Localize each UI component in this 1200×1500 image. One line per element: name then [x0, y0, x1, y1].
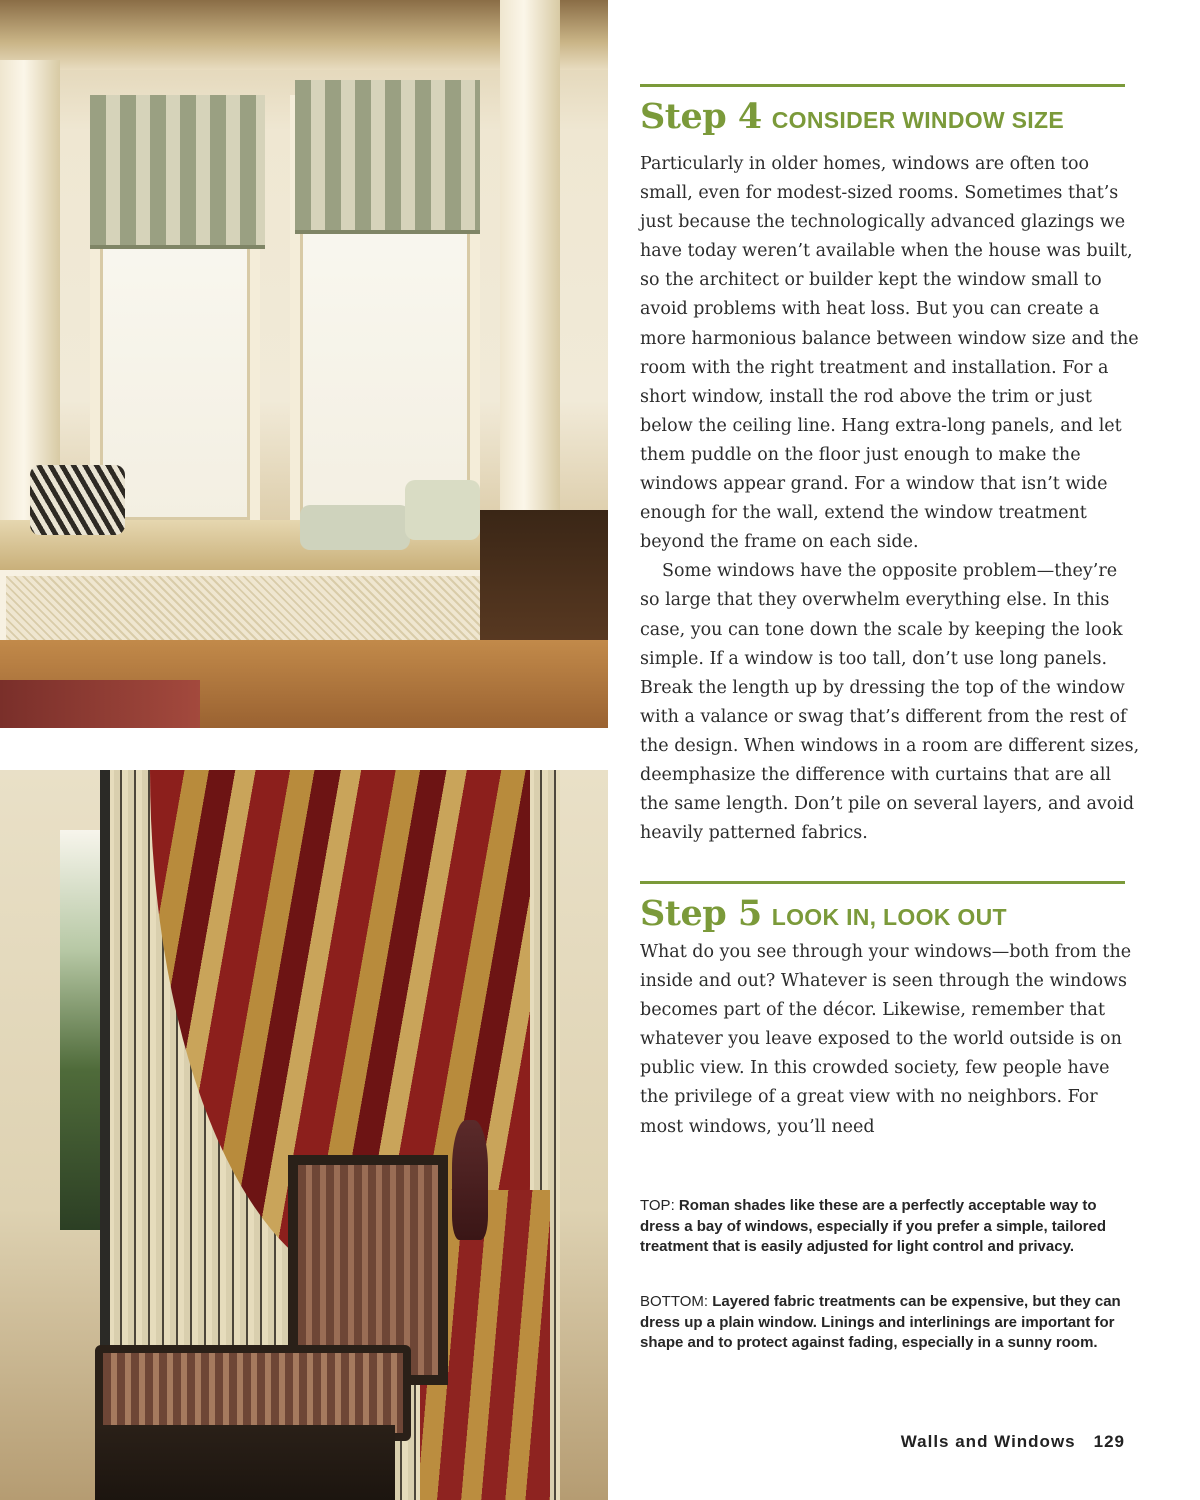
step4-number: Step 4 — [640, 96, 762, 137]
step4-rule — [640, 84, 1125, 87]
step4-body — [640, 150, 1140, 848]
photo-pillow-green — [405, 480, 480, 540]
step5-heading — [640, 893, 1007, 934]
photo-bay-window-roman-shades — [0, 0, 608, 728]
caption-top-label: TOP: — [640, 1197, 675, 1214]
photo-rug — [0, 680, 200, 728]
step5-title: LOOK IN, LOOK OUT — [771, 904, 1007, 930]
page-footer — [901, 1432, 1125, 1452]
caption-bottom-text: Layered fabric treatments can be expensive, but they can dress up a plain window. Linings and interlinings are important for shape and to protect against fading, especially in a sunny room. — [640, 1293, 1121, 1351]
step4-paragraph-2: Some windows have the opposite problem—they’re so large that they overwhelm everything else. In this case, you can tone down the scale by keeping the look simple. If a window is too tall, don’t use long panels. Break the length up by dressing the top of the window with a valance or swag that’s different from the rest of the design. When windows in a room are different sizes, deemphasize the difference with curtains that are all the same length. Don’t pile on several layers, and avoid heavily patterned fabrics. — [640, 561, 1140, 844]
caption-top — [640, 1196, 1125, 1258]
step4-heading — [640, 96, 1064, 137]
photo-tassel-tieback — [452, 1120, 488, 1240]
step4-title: CONSIDER WINDOW SIZE — [771, 107, 1064, 133]
page-number: 129 — [1093, 1432, 1125, 1451]
photo-pillow-bolster — [300, 505, 410, 550]
caption-bottom-label: BOTTOM: — [640, 1293, 709, 1310]
step5-rule — [640, 881, 1125, 884]
step5-number: Step 5 — [640, 893, 762, 934]
step5-body — [640, 938, 1140, 1142]
photo-roman-shade-right — [295, 80, 480, 234]
caption-bottom — [640, 1292, 1125, 1354]
photo-pillow-zebra — [30, 465, 125, 535]
photo-side-table — [480, 510, 608, 650]
photo-roman-shade-left — [90, 95, 265, 249]
photo-side-window — [60, 830, 104, 1230]
step4-paragraph-1: Particularly in older homes, windows are often too small, even for modest-sized rooms. Sometimes that’s just because the technologically advanced glazings we have today weren’t available when the house was built, so the architect or builder kept the window small to avoid problems with heat loss. But you can create a more harmonious balance between window size and the room with the right treatment and installation. For a short window, install the rod above the trim or just below the ceiling line. Hang extra-long panels, and let them puddle on the floor just enough to make the windows appear grand. For a window that isn’t wide enough for the wall, extend the window treatment beyond the frame on each side. — [640, 154, 1139, 553]
footer-section-title: Walls and Windows — [900, 1432, 1076, 1451]
caption-top-text: Roman shades like these are a perfectly acceptable way to dress a bay of windows, especially if you prefer a simple, tailored treatment that is easily adjusted for light control and privacy. — [640, 1197, 1106, 1255]
step5-paragraph-1: What do you see through your windows—both from the inside and out? Whatever is seen through the windows becomes part of the décor. Likewise, remember that whatever you leave exposed to the world outside is on public view. In this crowded society, few people have the privilege of a great view with no neighbors. For most windows, you’ll need — [640, 942, 1132, 1137]
photo-chair-legs — [95, 1425, 395, 1500]
